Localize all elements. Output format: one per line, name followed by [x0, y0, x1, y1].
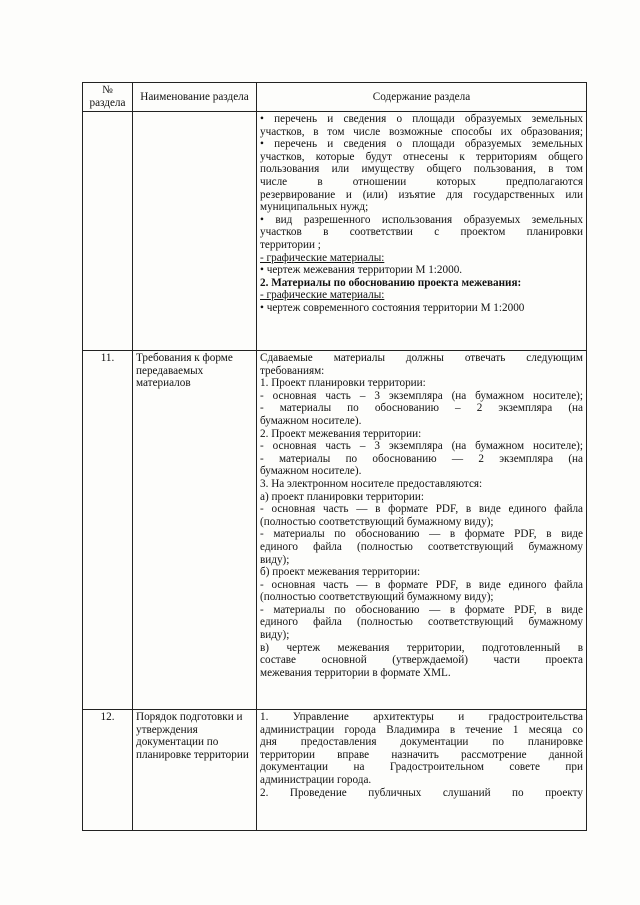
row-name: Порядок подготовки и утверждения документации по планировке территории: [133, 710, 257, 831]
table-row: [83, 351, 587, 710]
content-line: Сдаваемые материалы должны отвечать следующим: [260, 352, 583, 364]
content-line: - графические материалы:: [260, 251, 385, 264]
content-line: числе в отношении которых предполагаются: [260, 175, 583, 188]
content-line: участков в соответствии с проектом планировки: [260, 226, 583, 239]
row-num: 12.: [83, 710, 133, 831]
content-line: бумажном носителе).: [260, 414, 362, 427]
table-row: [83, 710, 587, 831]
content-line: виду);: [260, 629, 290, 642]
header-content: Содержание раздела: [257, 83, 587, 112]
content-line: пользования или имуществу общего пользования, в том: [260, 163, 583, 176]
content-line: б) проект межевания территории:: [260, 566, 421, 579]
content-line: 2. Проведение публичных слушаний по проекту: [260, 786, 583, 799]
content-line: участков, которые будут отнесены к территориям общего: [260, 150, 583, 163]
header-name: Наименование раздела: [133, 83, 257, 112]
content-line: резервирование и (или) изъятие для государственных или: [260, 188, 583, 201]
content-line: единого файла (полностью соответствующий бумажному: [260, 540, 583, 553]
row-num: [83, 112, 133, 351]
header-num: № раздела: [83, 83, 133, 112]
content-line: администрации города.: [260, 773, 372, 786]
content-line: муниципальных нужд;: [260, 201, 369, 214]
content-line: требованиям:: [260, 364, 325, 377]
content-line: дня предоставления документации по планировке: [260, 736, 583, 749]
content-line: • чертеж межевания территории М 1:2000.: [260, 264, 463, 277]
row-content: [257, 710, 587, 831]
content-line: виду);: [260, 553, 290, 566]
content-line: 1. Управление архитектуры и градостроительства: [260, 711, 583, 723]
row-content: [257, 112, 587, 351]
content-line: - основная часть — в формате PDF, в виде единого файла: [260, 578, 583, 591]
content-line: 2. Проект межевания территории:: [260, 427, 422, 440]
content-line: - материалы по обоснованию — в формате PDF, в виде: [260, 528, 583, 541]
row-num: 11.: [83, 351, 133, 710]
content-line: межевания территории в формате XML.: [260, 666, 451, 679]
row-name: Требования к форме передаваемых материалов: [133, 351, 257, 710]
content-line: в) чертеж межевания территории, подготовленный в: [260, 641, 583, 654]
content-line: (полностью соответствующий бумажному виду);: [260, 591, 494, 604]
content-line: участков, в том числе возможные способы их образования;: [260, 125, 583, 138]
content-line: 1. Проект планировки территории:: [260, 377, 426, 390]
content-line: а) проект планировки территории:: [260, 490, 424, 503]
content-line: бумажном носителе).: [260, 465, 362, 478]
content-line: - основная часть – 3 экземпляра (на бумажном носителе);: [260, 440, 583, 453]
table-header: [83, 83, 587, 112]
content-line: - материалы по обоснованию – 2 экземпляра (на: [260, 402, 583, 415]
content-line: - материалы по обоснованию — в формате PDF, в виде: [260, 603, 583, 616]
content-line: • чертеж современного состояния территории М 1:2000: [260, 301, 525, 314]
content-line: администрации города Владимира в течение 1 месяца со: [260, 723, 583, 736]
content-line: • перечень и сведения о площади образуемых земельных: [260, 113, 583, 125]
content-line: - материалы по обоснованию — 2 экземпляра (на: [260, 452, 583, 465]
content-line: 3. На электронном носителе предоставляются:: [260, 477, 483, 490]
content-line: (полностью соответствующий бумажному виду);: [260, 515, 494, 528]
content-line: • вид разрешенного использования образуемых земельных: [260, 213, 583, 226]
content-line: 2. Материалы по обоснованию проекта межевания:: [260, 276, 522, 289]
content-line: - основная часть — в формате PDF, в виде единого файла: [260, 503, 583, 516]
content-line: территории ;: [260, 238, 321, 251]
table-row: [83, 112, 587, 351]
content-line: - графические материалы:: [260, 289, 385, 302]
content-line: единого файла (полностью соответствующий бумажному: [260, 616, 583, 629]
row-content: [257, 351, 587, 710]
content-line: составе основной (утверждаемой) части проекта: [260, 654, 583, 667]
content-line: - основная часть – 3 экземпляра (на бумажном носителе);: [260, 389, 583, 402]
content-line: документации на Градостроительном совете при: [260, 761, 583, 774]
content-line: • перечень и сведения о площади образуемых земельных: [260, 138, 583, 151]
document-table: [82, 82, 587, 831]
row-name: [133, 112, 257, 351]
content-line: территории вправе назначить рассмотрение данной: [260, 748, 583, 761]
